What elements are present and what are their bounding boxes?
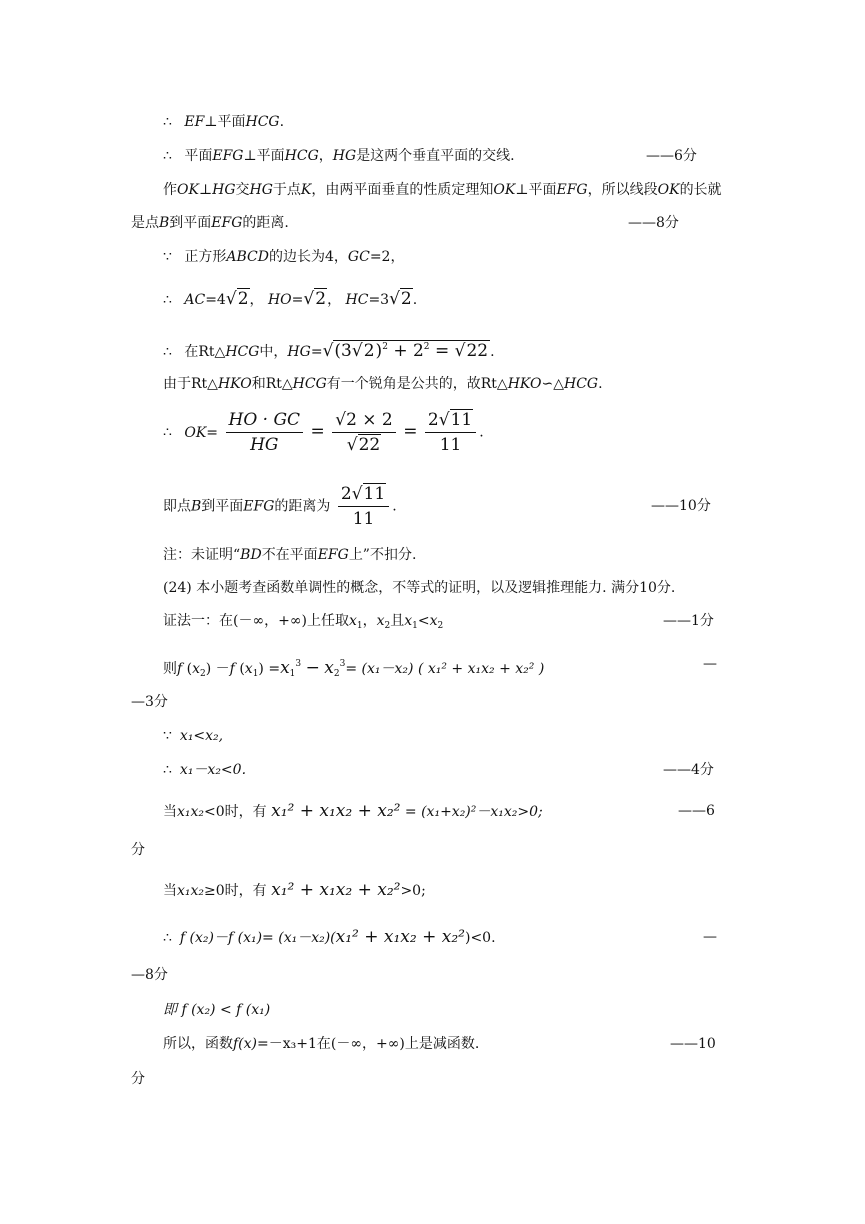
line-ef-perp-hcg xyxy=(163,112,284,132)
line-distance xyxy=(131,213,289,233)
period: . xyxy=(412,292,418,308)
text: 即点 xyxy=(163,498,191,515)
text: 到平面 xyxy=(201,498,244,515)
quadratic: x₁² + x₁x₂ + x₂² xyxy=(271,801,401,821)
sqrt-sign: √ xyxy=(322,341,334,361)
text: )<0. xyxy=(464,930,496,946)
radicand: 2 xyxy=(237,289,249,309)
comma: ， xyxy=(327,292,342,308)
score-10b: ——10 xyxy=(670,1036,716,1052)
line-x1-lt-x2 xyxy=(163,726,223,746)
var-ho: HO xyxy=(267,292,292,308)
minus: － xyxy=(215,661,230,677)
line-problem-24: (24) 本小题考查函数单调性的概念，不等式的证明，以及逻辑推理能力. 满分10分. xyxy=(163,580,676,596)
line-hg-calc xyxy=(163,337,495,362)
radicand: 11 xyxy=(450,410,473,430)
equals: = xyxy=(403,421,418,442)
text: ， xyxy=(362,613,377,629)
text: 所以，函数 xyxy=(163,1036,233,1052)
period: . xyxy=(490,344,495,360)
var-hc: HC xyxy=(345,292,369,308)
text: 于点 xyxy=(272,182,301,198)
equals: = xyxy=(434,341,450,361)
radicand-expression: $(3√2)^2 + 2^2 = √22$ xyxy=(334,341,489,361)
score-8: ——8分 xyxy=(628,215,679,231)
var-hko: HKO xyxy=(507,376,542,392)
denominator: 11 xyxy=(352,509,375,529)
less-than: < xyxy=(417,613,430,629)
comma: ， xyxy=(249,292,264,308)
value: =4 xyxy=(205,292,226,308)
line-ok-formula xyxy=(163,410,484,455)
text: 由于Rt△ xyxy=(163,376,218,392)
line-conclusion xyxy=(163,927,496,948)
text: 当 xyxy=(163,804,177,820)
score-6: ——6分 xyxy=(646,148,697,164)
radicand: 2 xyxy=(400,289,412,309)
text: 的距离. xyxy=(242,215,289,231)
text: 且 xyxy=(390,613,405,629)
text: 交 xyxy=(235,182,250,198)
var-x: x xyxy=(192,661,201,677)
plus-term: + 2 xyxy=(393,341,424,361)
product: x₁x₂ xyxy=(177,883,205,899)
score-10: ——10分 xyxy=(651,498,711,514)
text: (x₁+x₂)²－x₁x₂>0; xyxy=(421,804,543,820)
value: = xyxy=(291,292,304,308)
var-ef: EF xyxy=(184,114,205,130)
equals: = xyxy=(404,804,417,820)
func-fx: f(x) xyxy=(233,1036,258,1052)
therefore-symbol: ∴ xyxy=(163,114,172,130)
text: ⊥平面 xyxy=(515,182,557,198)
line-difference: 则f $(x_2) -f$ $(x_1) =x_1^3 - x_2^3= (x_1-x_2)$ ( x₁² + x₁x₂ + x₂² ) xyxy=(163,658,545,679)
score-6b: ——6 xyxy=(678,803,715,819)
text: x₁<x₂, xyxy=(179,728,224,744)
var-x: x xyxy=(324,658,334,678)
line-note xyxy=(163,545,416,565)
radicand: 11 xyxy=(363,484,386,504)
radicand: 22 xyxy=(466,341,489,361)
text: x₁－x₂<0. xyxy=(179,762,247,778)
period: . xyxy=(598,376,603,392)
fraction-ho-gc-over-hg xyxy=(226,410,304,455)
text: =－x₃+1在(－∞，+∞)上是减函数. xyxy=(257,1036,480,1052)
text: 不在平面 xyxy=(261,547,318,563)
var-x: x xyxy=(244,661,253,677)
var-efg: EFG xyxy=(243,498,275,515)
denominator: 11 xyxy=(439,435,462,455)
score-3: —3分 xyxy=(131,694,168,710)
text: 作 xyxy=(163,182,177,198)
equals: = xyxy=(310,344,323,360)
paren: ) xyxy=(205,661,212,677)
line-similar-triangles xyxy=(163,374,603,394)
fraction-sqrt2x2-over-sqrt22 xyxy=(332,410,396,455)
paren: ( xyxy=(186,661,193,677)
text: 则 xyxy=(163,661,177,677)
fraction-2sqrt11-over-11 xyxy=(338,484,389,529)
quadratic: ( x₁² + x₁x₂ + x₂² ) xyxy=(417,661,545,677)
fraction-2sqrt11-over-11 xyxy=(425,410,476,455)
period: . xyxy=(392,498,397,515)
line-square-side xyxy=(163,247,404,267)
text: ， xyxy=(318,148,333,164)
numerator: 2√11 xyxy=(425,410,476,433)
paren: ( xyxy=(239,661,245,677)
sqrt-sign: √ xyxy=(389,289,400,309)
period: . xyxy=(479,424,484,441)
text: ，所以线段 xyxy=(587,182,658,198)
func-f: f xyxy=(177,661,183,677)
var-x: x xyxy=(280,658,290,678)
therefore-symbol: ∴ xyxy=(163,148,172,164)
score-unit: 分 xyxy=(131,1071,145,1087)
line-case-negative xyxy=(163,801,543,822)
var-hg: HG xyxy=(249,182,273,198)
equals: = xyxy=(345,661,358,677)
equals: = xyxy=(268,661,281,677)
text: >0; xyxy=(400,883,426,899)
denominator: HG xyxy=(250,435,279,455)
because-symbol: ∵ xyxy=(163,249,172,265)
line-plane-perp xyxy=(163,146,515,166)
func-f: f xyxy=(229,661,235,677)
text: f (x₂)－f (x₁)= (x₁－x₂)( xyxy=(179,930,336,946)
numerator: 2√11 xyxy=(338,484,389,507)
text: ∽△ xyxy=(541,376,564,392)
equals: = xyxy=(310,421,325,442)
var-ok: OK xyxy=(493,182,516,198)
text: 的边长为4， xyxy=(268,249,348,265)
value: =3 xyxy=(368,292,390,308)
var-efg: EFG xyxy=(212,148,244,164)
coef: 3 xyxy=(341,341,352,361)
text: 证法一：在(－∞，+∞)上任取 xyxy=(163,613,349,629)
line-x1-minus-x2 xyxy=(163,760,246,780)
var-b: B xyxy=(191,498,202,515)
text: 的长就 xyxy=(679,182,722,198)
line-final xyxy=(163,1034,479,1054)
text: 在Rt△ xyxy=(184,344,226,360)
text: ≥0时，有 xyxy=(204,883,267,899)
therefore-symbol: ∴ xyxy=(163,424,172,441)
var-hcg: HCG xyxy=(245,114,280,130)
score-unit: 分 xyxy=(131,842,145,858)
var-bd: BD xyxy=(240,547,262,563)
var-efg: EFG xyxy=(211,215,243,231)
var-ac: AC xyxy=(184,292,206,308)
sqrt-sign: √ xyxy=(225,289,237,309)
score-dash: — xyxy=(703,656,717,672)
line-inequality: 即 f (x₂) < f (x₁) xyxy=(163,1002,271,1018)
var-hg: HG xyxy=(332,148,357,164)
radicand: 2 xyxy=(363,341,375,361)
line-proof-1: 证法一：在(－∞，+∞)上任取$x_1$，$x_2$且$x_1<x_2$ xyxy=(163,613,444,631)
var-hg: HG xyxy=(287,344,311,360)
coef: 2 xyxy=(427,410,439,430)
exponent: 2 xyxy=(382,342,388,352)
text: ，由两平面垂直的性质定理知 xyxy=(311,182,494,198)
text: 是点 xyxy=(131,215,159,231)
line-lengths xyxy=(163,289,417,310)
line-ok-construction xyxy=(163,180,722,200)
product: x₁x₂ xyxy=(177,804,205,820)
score-1: ——1分 xyxy=(663,613,714,629)
therefore-symbol: ∴ xyxy=(163,344,172,360)
text: =2， xyxy=(369,249,405,265)
var-hg: HG xyxy=(212,182,236,198)
therefore-symbol: ∴ xyxy=(163,930,172,946)
text: 到平面 xyxy=(169,215,212,231)
radicand: 2 xyxy=(315,289,327,309)
coef: 2 xyxy=(340,484,352,504)
var-ok: OK xyxy=(177,182,199,198)
var-x: x xyxy=(429,613,438,629)
because-symbol: ∵ xyxy=(163,728,172,744)
factor: (x₁－x₂) xyxy=(361,661,414,677)
therefore-symbol: ∴ xyxy=(163,292,172,308)
score-dash: — xyxy=(703,929,717,945)
var-hko: HKO xyxy=(217,376,252,392)
var-efg: EFG xyxy=(317,547,349,563)
period: . xyxy=(279,114,285,130)
quadratic: x₁² + x₁x₂ + x₂² xyxy=(271,880,401,900)
var-b: B xyxy=(159,215,170,231)
therefore-symbol: ∴ xyxy=(163,762,172,778)
sqrt-sign: √ xyxy=(303,289,315,309)
var-k: K xyxy=(300,182,312,198)
text: 上”不扣分. xyxy=(348,547,417,563)
text: 有一个锐角是公共的，故Rt△ xyxy=(326,376,508,392)
score-8b: —8分 xyxy=(131,967,168,983)
text: 和Rt△ xyxy=(251,376,293,392)
var-hcg: HCG xyxy=(292,376,327,392)
var-x: x xyxy=(348,613,357,629)
paren: ) xyxy=(258,661,264,677)
numerator: HO · GC xyxy=(226,410,304,433)
text: 的距离为 xyxy=(274,498,331,515)
denominator: √22 xyxy=(346,435,381,455)
text: 当 xyxy=(163,883,177,899)
text: <0时，有 xyxy=(204,804,267,820)
text: ⊥ xyxy=(198,182,213,198)
var-hcg: HCG xyxy=(563,376,599,392)
text: 中， xyxy=(259,344,288,360)
minus: − xyxy=(305,658,320,678)
var-hcg: HCG xyxy=(284,148,319,164)
var-efg: EFG xyxy=(556,182,588,198)
perp-plane-text: ⊥平面 xyxy=(204,114,246,130)
var-ok: OK= xyxy=(184,424,219,441)
var-abcd: ABCD xyxy=(226,249,269,265)
score-4: ——4分 xyxy=(663,762,714,778)
text: 注：未证明“ xyxy=(163,547,241,563)
var-x: x xyxy=(404,613,413,629)
numerator: √2 × 2 xyxy=(332,410,396,433)
numerator-value: 2 × 2 xyxy=(346,410,393,430)
exponent: 2 xyxy=(423,342,430,352)
text: ⊥平面 xyxy=(243,148,285,164)
var-hcg: HCG xyxy=(225,344,260,360)
line-distance-result xyxy=(163,484,397,529)
var-ok: OK xyxy=(657,182,680,198)
var-gc: GC xyxy=(347,249,370,265)
quadratic: x₁² + x₁x₂ + x₂² xyxy=(335,927,465,947)
text: 正方形 xyxy=(184,249,227,265)
line-case-nonneg xyxy=(163,880,426,901)
text: 是这两个垂直平面的交线. xyxy=(356,148,515,164)
text: 平面 xyxy=(184,148,213,164)
var-x: x xyxy=(376,613,385,629)
radicand: 22 xyxy=(358,435,381,455)
